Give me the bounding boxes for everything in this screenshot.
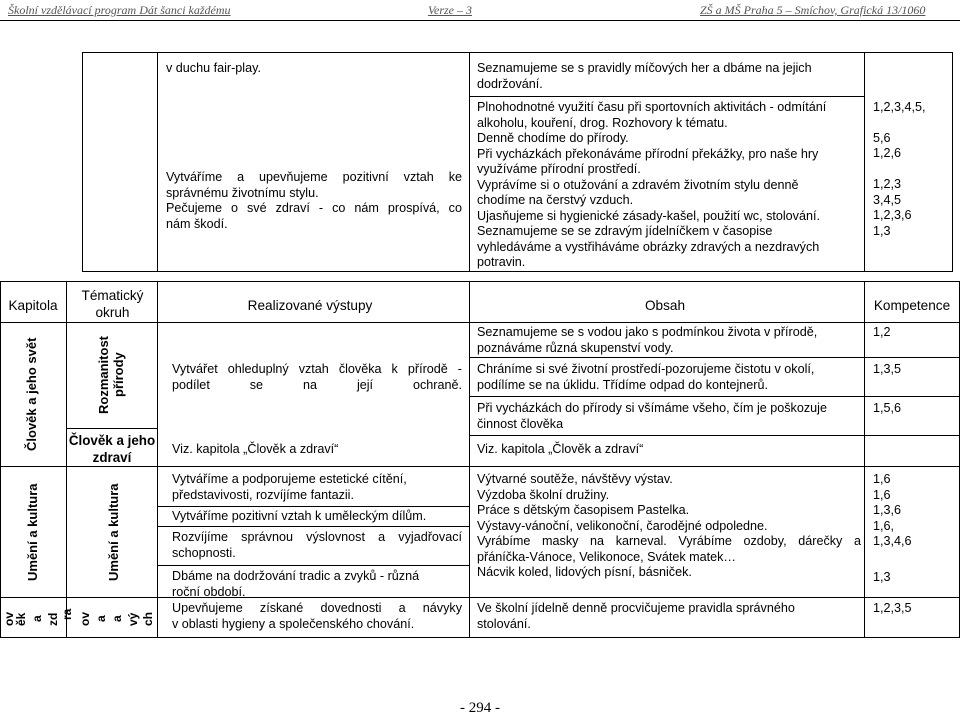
tbl-section3-top bbox=[0, 597, 960, 598]
s3-kapitola-fragment-2: ěk bbox=[14, 612, 28, 626]
top-border-right bbox=[952, 52, 953, 272]
col-header-vystupy: Realizované výstupy bbox=[247, 298, 373, 313]
s2-vystup-2: Vytváříme pozitivní vztah k uměleckým dílům. bbox=[172, 509, 427, 523]
tbl-col-okruh bbox=[157, 281, 158, 638]
tbl-col-kapitola bbox=[66, 281, 67, 638]
s1-obsah-3: Při vycházkách do přírody si všímáme všeho, čím je poškozuje činnost člověka bbox=[477, 401, 827, 431]
col-header-kapitola: Kapitola bbox=[8, 298, 58, 313]
s3-komp: 1,2,3,5 bbox=[873, 601, 912, 615]
s3-okruh-fragment-4: vý bbox=[126, 612, 140, 626]
header-rule bbox=[0, 20, 960, 21]
s3-kapitola-fragment-4: zd bbox=[46, 612, 60, 626]
tbl-section2-top bbox=[0, 466, 960, 467]
s2-komp: 1,6 1,6 1,3,6 1,6, 1,3,4,6 1,3 bbox=[873, 472, 912, 584]
top-border-top bbox=[82, 52, 953, 53]
okruh-clovek-a-jeho-zdravi: Člověk a jeho zdraví bbox=[68, 433, 156, 465]
s3-kapitola-fragment: ov bbox=[2, 612, 16, 627]
s1-obsah-1: Seznamujeme se s vodou jako s podmínkou života v přírodě, poznáváme různá skupenství vody. bbox=[477, 325, 818, 355]
page-header bbox=[0, 0, 960, 20]
tbl-s2-row-c bbox=[157, 565, 469, 566]
top-border-left bbox=[82, 52, 83, 272]
s1-komp-1: 1,2 bbox=[873, 325, 891, 339]
okruh-umeni-a-kultura: Umění a kultura bbox=[106, 483, 121, 581]
header-school: ZŠ a MŠ Praha 5 – Smíchov, Grafická 13/1060 bbox=[700, 3, 926, 17]
top-border-bottom bbox=[82, 271, 953, 272]
s3-kapitola-fragment-3: a bbox=[30, 615, 44, 623]
s3-okruh-fragment-1: ov bbox=[78, 612, 92, 627]
s2-vystup-3: Rozvíjíme správnou výslovnost a vyjadřovací schopnosti. bbox=[172, 530, 462, 560]
tbl-row-1c bbox=[469, 435, 960, 436]
tbl-row-1a bbox=[469, 357, 960, 358]
tbl-col-obsah bbox=[864, 281, 865, 638]
tbl-s2-row-a bbox=[157, 506, 469, 507]
s1-obsah-ref: Viz. kapitola „Člověk a zdraví“ bbox=[477, 442, 644, 456]
s1-vystup: Vytvářet ohleduplný vztah člověka k přírodě - podílet se na její ochraně. bbox=[172, 362, 462, 392]
top-content-1: Seznamujeme se s pravidly míčových her a dbáme na jejich dodržování. bbox=[477, 61, 812, 91]
top-competences: 1,2,3,4,5, 5,6 1,2,6 1,2,3 3,4,5 1,2,3,6 1,3 bbox=[873, 100, 926, 238]
okruh-rozmanitost-prirody: Rozmanitost přírody bbox=[96, 336, 126, 414]
top-row-divider bbox=[469, 96, 864, 97]
tbl-row-1b bbox=[469, 396, 960, 397]
tbl-s2-row-b bbox=[157, 526, 469, 527]
s3-okruh-fragment-5: ch bbox=[141, 612, 155, 627]
col-header-obsah: Obsah bbox=[644, 298, 686, 313]
top-output-1: v duchu fair-play. bbox=[166, 61, 261, 75]
tbl-row-okruh bbox=[66, 428, 158, 429]
s1-vystup-ref: Viz. kapitola „Člověk a zdraví“ bbox=[172, 442, 339, 456]
col-header-kompetence: Kompetence bbox=[873, 298, 951, 313]
top-output-2: Vytváříme a upevňujeme pozitivní vztah ke správnému životnímu stylu. Pečujeme o své zdraví - co nám prospívá, co nám škodí. bbox=[166, 170, 462, 231]
s2-vystup-4: Dbáme na dodržování tradic a zvyků - různá roční období. bbox=[172, 569, 420, 599]
s1-komp-3: 1,5,6 bbox=[873, 401, 902, 415]
s1-obsah-2: Chráníme si své životní prostředí-pozorujeme čistotu v okolí, podílíme se na úklidu. Třídíme odpad do kontejnerů. bbox=[477, 362, 815, 392]
header-version: Verze – 3 bbox=[428, 3, 472, 17]
header-program: Školní vzdělávací program Dát šanci každému bbox=[8, 3, 231, 17]
tbl-header-bottom bbox=[0, 322, 960, 323]
tbl-col-vystupy bbox=[469, 281, 470, 638]
s1-komp-2: 1,3,5 bbox=[873, 362, 902, 376]
kapitola-umeni-a-kultura: Umění a kultura bbox=[25, 483, 40, 581]
top-border-c3 bbox=[864, 52, 865, 272]
s3-obsah: Ve školní jídelně denně procvičujeme pravidla správného stolování. bbox=[477, 601, 795, 631]
s2-obsah: Výtvarné soutěže, návštěvy výstav. Výzdoba školní družiny. Práce s dětským časopisem Pastelka. Výstavy-vánoční, velikonoční, čarodějné odpoledne. Vyrábíme masky na karneval. Vyrábíme ozdoby, dárečky a přáníčka-Vánoce, Velikonoce, Svátek matek… Nácvik koled, lidových písní, básniček. bbox=[477, 472, 861, 579]
s3-vystup: Upevňujeme získané dovednosti a návyky v oblasti hygieny a společenského chování. bbox=[172, 601, 462, 631]
col-header-okruh: Tématický okruh bbox=[81, 288, 144, 320]
top-content-2: Plnohodnotné využití času při sportovních aktivitách - odmítání alkoholu, kouření, drog. Rozhovory k tématu. Denně chodíme do přírody. Při vycházkách překonáváme přírodní překážky, pro naše hry využíváme přírodní prostředí. Vyprávíme si o otužování a zdravém životním stylu denně chodíme na čerstvý vzduch. Ujasňujeme si hygienické zásady-kašel, použití wc, stolování. Seznamujeme se se zdravým jídelníčkem v časopise vyhledáváme a vystřiháváme obrázky zdravých a nezdravých potravin. bbox=[477, 100, 827, 269]
tbl-border-top bbox=[0, 281, 960, 282]
top-border-c1 bbox=[157, 52, 158, 272]
top-border-c2 bbox=[469, 52, 470, 272]
s3-okruh-fragment-3: a bbox=[110, 615, 124, 623]
s3-okruh-fragment-2: a bbox=[94, 615, 108, 623]
kapitola-clovek-a-jeho-svet: Člověk a jeho svět bbox=[24, 337, 39, 451]
tbl-border-left bbox=[0, 281, 1, 638]
s3-kapitola-fragment-5: ra bbox=[60, 608, 74, 620]
s2-vystup-1: Vytváříme a podporujeme estetické cítění, představivosti, rozvíjíme fantazii. bbox=[172, 472, 407, 502]
page-number: - 294 - bbox=[460, 700, 500, 716]
